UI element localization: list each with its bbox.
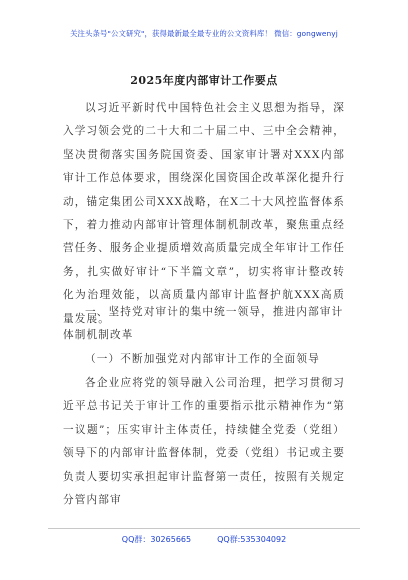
footer [0, 534, 408, 545]
intro-paragraph: 以习近平新时代中国特色社会主义思想为指导，深入学习领会党的二十大和二十届二中、三中全会精神，坚决贯彻落实国务院国资委、国家审计署对XXX内部审计工作总体要求，围绕深化国资国企改革深化提升行动，锚定集团公司XXX战略，在X二十大风控监督体系下，着力推动内部审计管理体制机制改革，聚焦重点经营任务、服务企业提质增效高质量完成全年审计工作任务，扎实做好审计“下半篇文章”，切实将审计整改转化为治理效能，以高质量内部审计监督护航XXX高质量发展。 [63, 102, 345, 325]
section-heading: 一、坚持党对审计的集中统一领导，推进内部审计体制机制改革 [63, 306, 344, 342]
document-title: 2025年度内部审计工作要点 [130, 74, 278, 87]
footer-qq-group-1: QQ群：30265665 [121, 535, 192, 544]
footer-divider [48, 528, 360, 529]
body-paragraph: 各企业应将党的领导融入公司治理，把学习贯彻习近平总书记关于审计工作的重要指示批示精神作为“第一议题”；压实审计主体责任，持续健全党委（党组）领导下的内部审计监督体制，党委（党组）书记或主要负责人要切实承担起审计监督第一责任，按照有关规定分管内部审 [63, 377, 345, 507]
subsection-heading: （一）不断加强党对内部审计工作的全面领导 [85, 353, 320, 365]
footer-qq-group-2: QQ群:535304092 [217, 535, 287, 544]
header-banner: 关注头条号"公文研究"，获得最新最全最专业的公文资料库！ 微信：gongwenyj [70, 29, 338, 38]
